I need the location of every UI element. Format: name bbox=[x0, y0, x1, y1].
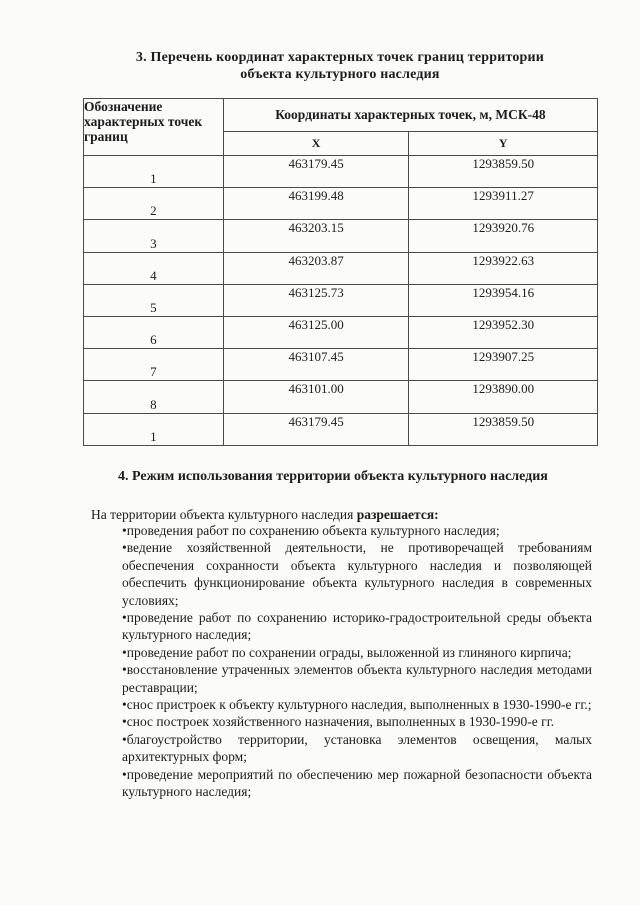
x-value: 463107.45 bbox=[223, 349, 409, 381]
point-number: 1 bbox=[84, 156, 224, 188]
table-body bbox=[84, 156, 598, 446]
point-number: 6 bbox=[84, 316, 224, 348]
table-row bbox=[84, 220, 598, 252]
y-value: 1293952.30 bbox=[409, 316, 598, 348]
x-value: 463125.73 bbox=[223, 284, 409, 316]
y-value: 1293920.76 bbox=[409, 220, 598, 252]
y-value: 1293911.27 bbox=[409, 188, 598, 220]
list-item: •снос построек хозяйственного назначения, выполненных в 1930-1990-е гг. bbox=[122, 714, 555, 730]
list-item: •проведение работ по сохранению историко-градостроительной среды объекта культурного наследия; bbox=[122, 610, 592, 643]
y-value: 1293907.25 bbox=[409, 349, 598, 381]
x-column-header: X bbox=[223, 132, 409, 156]
table-header-row bbox=[84, 99, 598, 132]
point-designation-header: Обозначение характерных точек границ bbox=[84, 99, 224, 156]
y-value: 1293859.50 bbox=[409, 413, 598, 445]
x-value: 463203.87 bbox=[223, 252, 409, 284]
table-row bbox=[84, 156, 598, 188]
point-number: 2 bbox=[84, 188, 224, 220]
section-3-heading bbox=[60, 49, 620, 83]
table-row bbox=[84, 349, 598, 381]
table-row bbox=[84, 413, 598, 445]
section-3-number: 3. bbox=[135, 50, 147, 65]
point-number: 7 bbox=[84, 349, 224, 381]
permitted-intro bbox=[91, 506, 439, 523]
x-value: 463101.00 bbox=[223, 381, 409, 413]
point-number: 3 bbox=[84, 220, 224, 252]
x-value: 463203.15 bbox=[223, 220, 409, 252]
list-item: •проведения работ по сохранению объекта культурного наследия; bbox=[122, 523, 500, 538]
list-item: •снос пристроек к объекту культурного наследия, выполненных в 1930-1990-е гг.; bbox=[122, 697, 592, 713]
list-item: •восстановление утраченных элементов объекта культурного наследия методами реставрации; bbox=[122, 662, 592, 695]
x-value: 463125.00 bbox=[223, 316, 409, 348]
coordinates-header: Координаты характерных точек, м, МСК-48 bbox=[223, 99, 597, 132]
y-value: 1293859.50 bbox=[409, 156, 598, 188]
point-number: 4 bbox=[84, 252, 224, 284]
list-item: •ведение хозяйственной деятельности, не противоречащей требованиям обеспечения сохранности объекта культурного наследия и позволяющей обеспечить функционирование объекта культурного наследия в современных условиях; bbox=[122, 540, 592, 608]
point-number: 8 bbox=[84, 381, 224, 413]
x-value: 463179.45 bbox=[223, 413, 409, 445]
point-number: 5 bbox=[84, 284, 224, 316]
list-item: •проведение работ по сохранении ограды, выложенной из глиняного кирпича; bbox=[122, 644, 572, 660]
intro-bold: разрешается: bbox=[356, 507, 439, 522]
section-3-title-line2: объекта культурного наследия bbox=[240, 67, 440, 82]
section-4-heading: 4. Режим использования территории объекта культурного наследия bbox=[118, 469, 548, 484]
y-value: 1293922.63 bbox=[409, 252, 598, 284]
table-row bbox=[84, 381, 598, 413]
permitted-list bbox=[122, 522, 592, 801]
point-number: 1 bbox=[84, 413, 224, 445]
y-value: 1293890.00 bbox=[409, 381, 598, 413]
y-column-header: Y bbox=[409, 132, 598, 156]
table-row bbox=[84, 284, 598, 316]
table-row bbox=[84, 188, 598, 220]
table-row bbox=[84, 316, 598, 348]
list-item: •проведение мероприятий по обеспечению мер пожарной безопасности объекта культурного наследия; bbox=[122, 766, 592, 800]
y-value: 1293954.16 bbox=[409, 284, 598, 316]
x-value: 463179.45 bbox=[223, 156, 409, 188]
coordinates-table bbox=[83, 98, 598, 446]
table-row bbox=[84, 252, 598, 284]
x-value: 463199.48 bbox=[223, 188, 409, 220]
section-3-title-line1: Перечень координат характерных точек границ территории bbox=[150, 50, 545, 65]
list-item: •благоустройство территории, установка элементов освещения, малых архитектурных форм; bbox=[122, 731, 592, 765]
intro-text: На территории объекта культурного наследия bbox=[91, 507, 357, 522]
